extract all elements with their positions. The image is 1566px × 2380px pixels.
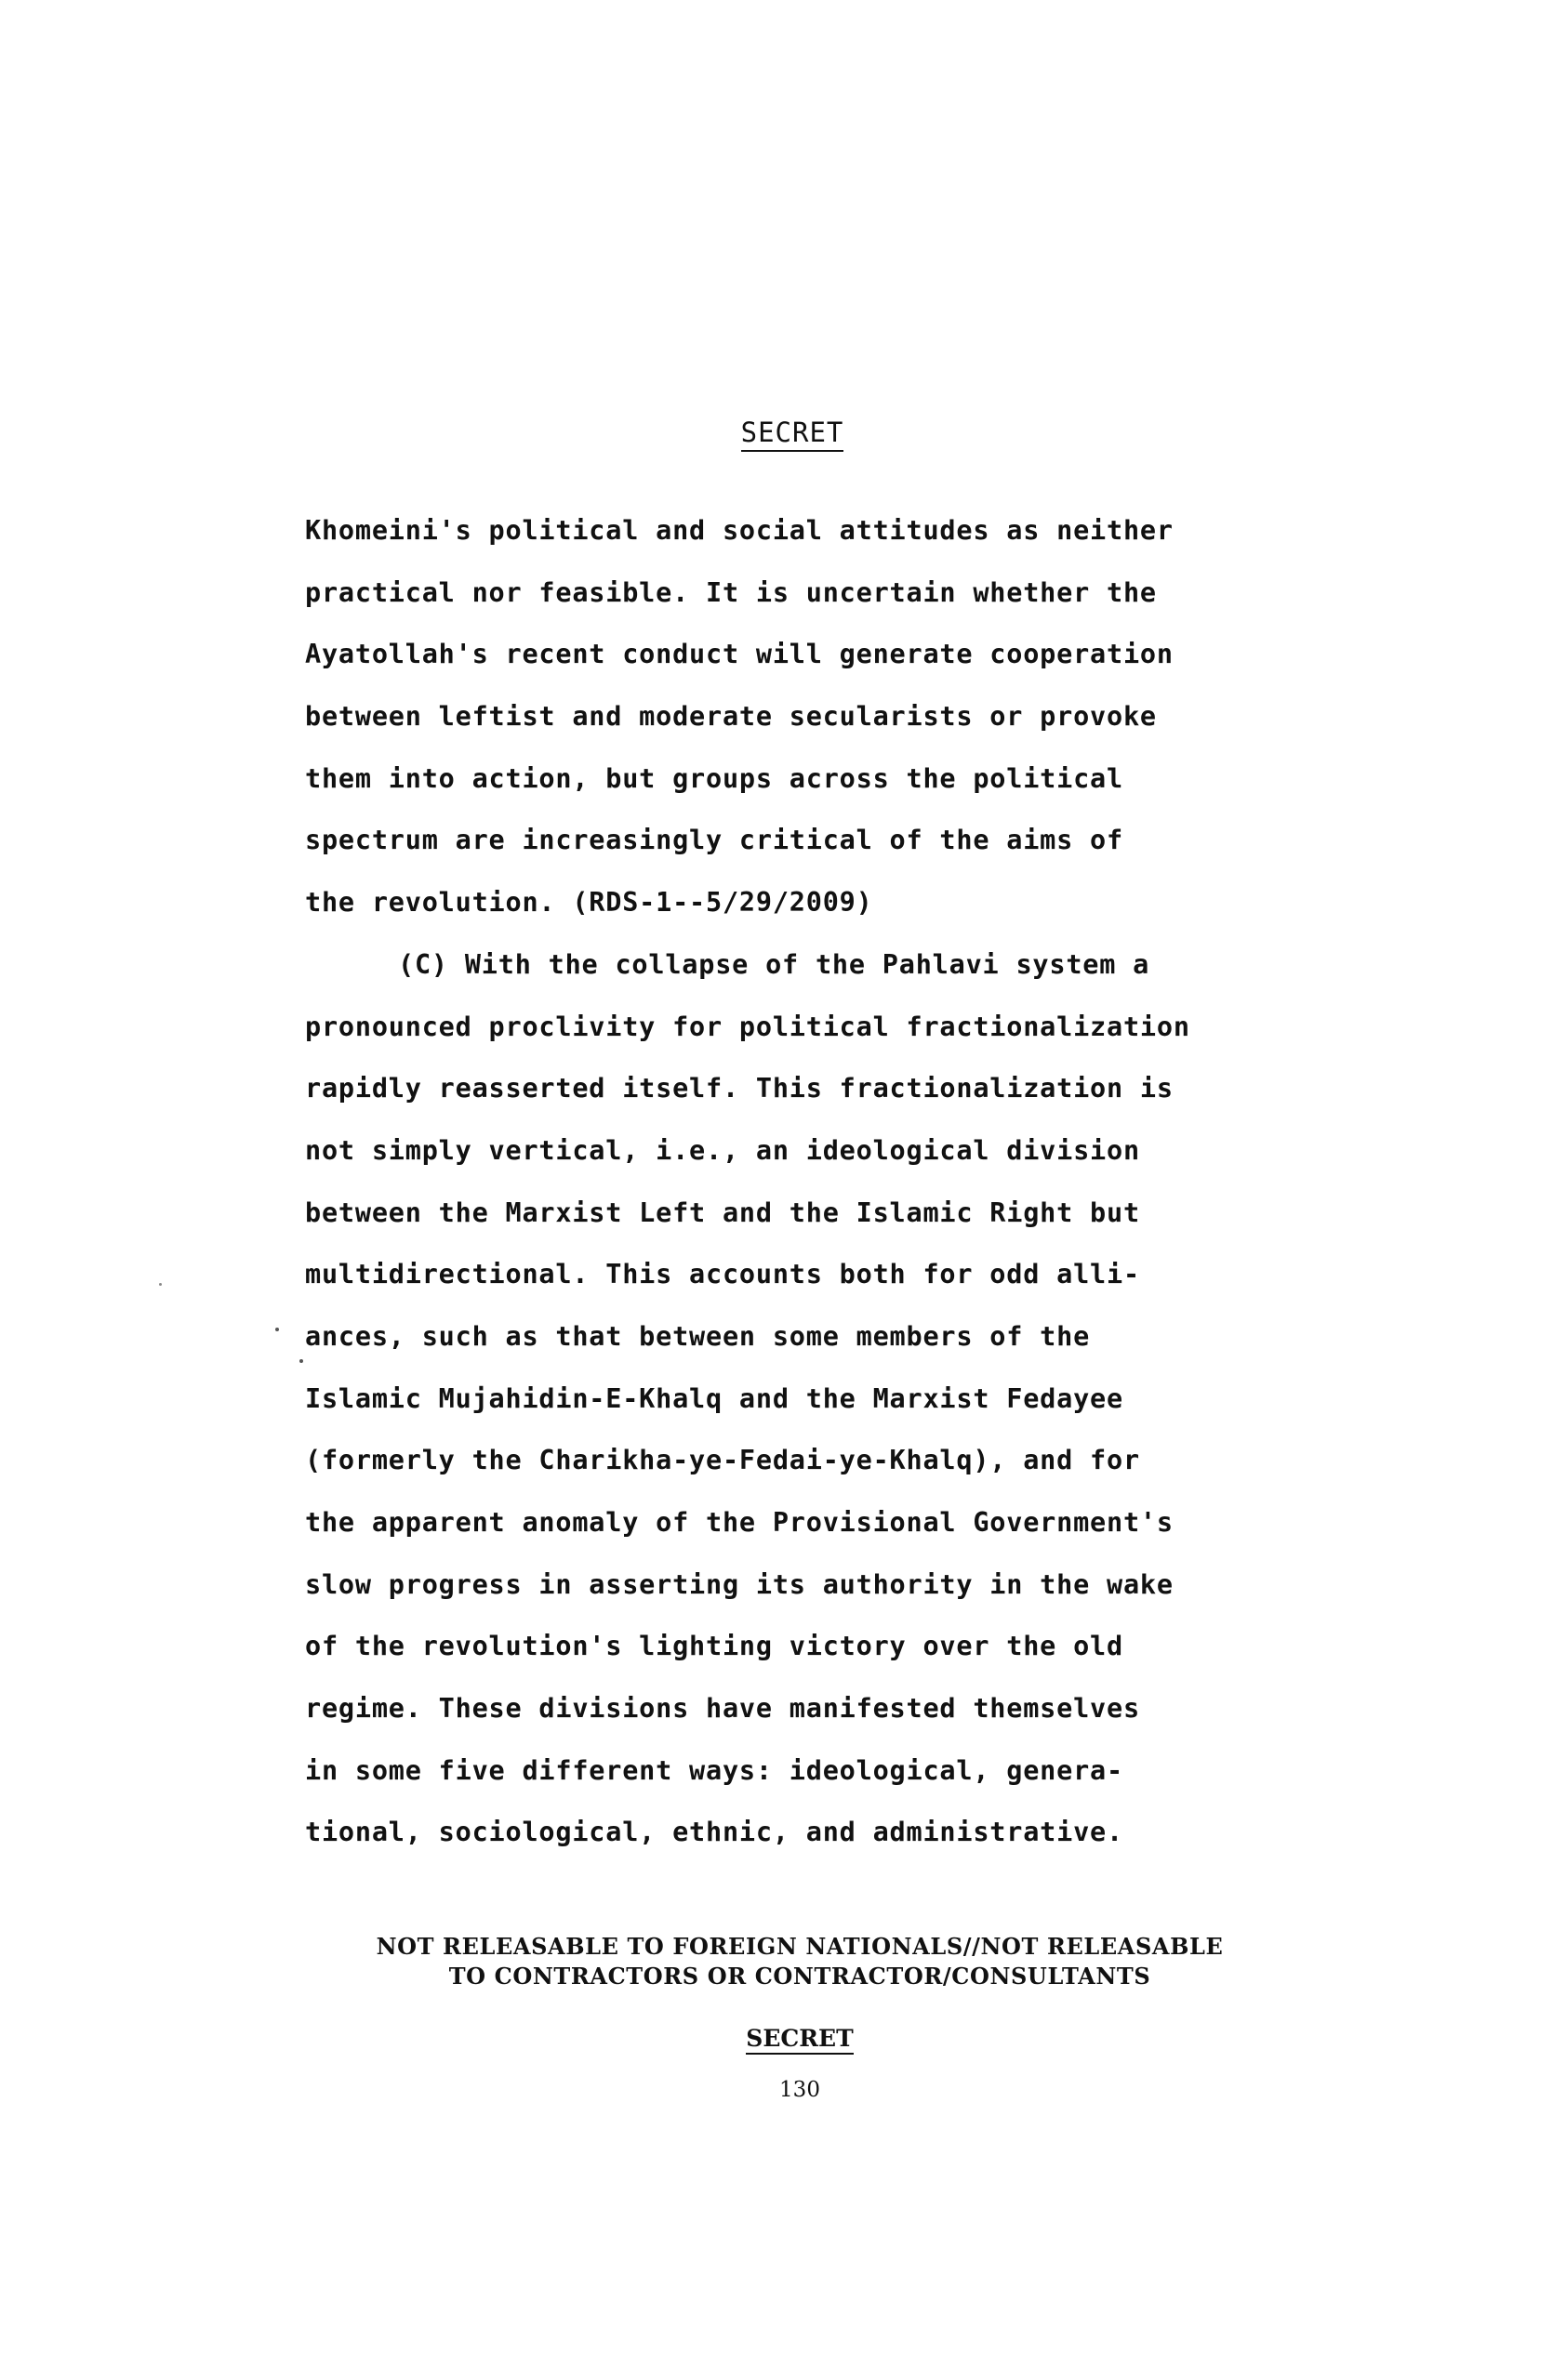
classification-header <box>9 416 1566 448</box>
text-line: ances, such as that between some members of the <box>305 1320 1091 1352</box>
classification-footer <box>17 2025 1566 2052</box>
release-restriction-line-1: NOT RELEASABLE TO FOREIGN NATIONALS//NOT RELEASABLE <box>376 1933 1224 1960</box>
text-line: tional, sociological, ethnic, and administrative. <box>305 1817 1123 1848</box>
scan-speck <box>159 1283 162 1286</box>
text-line: between leftist and moderate secularists or provoke <box>305 701 1157 733</box>
classification-header-text: SECRET <box>741 416 844 452</box>
text-line: the apparent anomaly of the Provisional Government's <box>305 1507 1174 1538</box>
page-number: 130 <box>779 2078 820 2102</box>
text-line: multidirectional. This accounts both for odd alli- <box>305 1259 1140 1290</box>
text-line: Ayatollah's recent conduct will generate cooperation <box>305 639 1174 670</box>
text-line: regime. These divisions have manifested themselves <box>305 1693 1140 1725</box>
text-line: of the revolution's lighting victory over the old <box>305 1631 1123 1662</box>
text-line: pronounced proclivity for political fractionalization <box>305 1011 1190 1042</box>
text-line: between the Marxist Left and the Islamic Right but <box>305 1197 1140 1228</box>
release-restriction <box>17 1932 1566 1991</box>
scan-speck <box>299 1359 303 1363</box>
paragraph-start-line: (C) With the collapse of the Pahlavi system a <box>398 948 1150 980</box>
text-line: rapidly reasserted itself. This fractionalization is <box>305 1073 1174 1104</box>
text-line: the revolution. (RDS-1--5/29/2009) <box>305 887 873 919</box>
text-line: slow progress in asserting its authority in the wake <box>305 1568 1174 1600</box>
text-line: Islamic Mujahidin-E-Khalq and the Marxist Fedayee <box>305 1382 1123 1414</box>
text-line: in some five different ways: ideological, genera- <box>305 1754 1123 1786</box>
text-line: (formerly the Charikha-ye-Fedai-ye-Khalq), and for <box>305 1445 1140 1476</box>
text-line: spectrum are increasingly critical of the aims of <box>305 825 1123 856</box>
text-line: Khomeini's political and social attitudes as neither <box>305 515 1174 546</box>
text-line: practical nor feasible. It is uncertain whether the <box>305 576 1157 608</box>
release-restriction-line-2: TO CONTRACTORS OR CONTRACTOR/CONSULTANTS <box>448 1963 1151 1990</box>
text-line: not simply vertical, i.e., an ideological division <box>305 1134 1140 1166</box>
body-text <box>305 507 1309 1871</box>
scan-speck <box>275 1328 279 1331</box>
classification-footer-text: SECRET <box>746 2025 853 2055</box>
text-line: them into action, but groups across the political <box>305 762 1123 794</box>
